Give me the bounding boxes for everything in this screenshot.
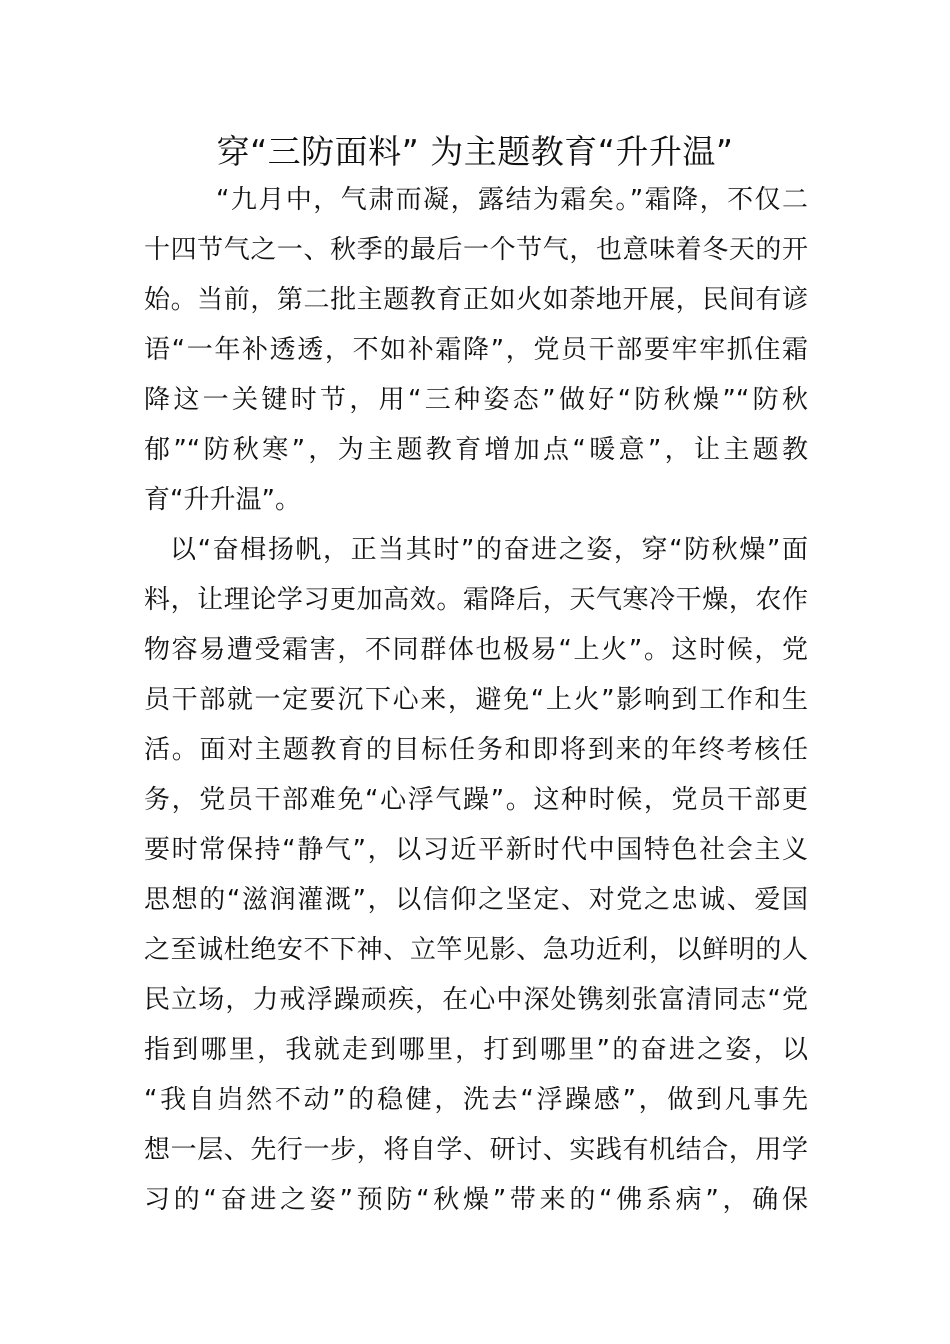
paragraph-1-line-3: 始。当前，第二批主题教育正如火如荼地开展，民间有谚 bbox=[144, 285, 808, 315]
paragraph-2-line-7: 要时常保持“静气”，以习近平新时代中国特色社会主义 bbox=[144, 835, 808, 865]
paragraph-2-line-9: 之至诚杜绝安不下神、立竿见影、急功近利，以鲜明的人 bbox=[144, 935, 808, 965]
paragraph-2-line-12: “我自岿然不动”的稳健，洗去“浮躁感”，做到凡事先 bbox=[144, 1085, 808, 1115]
paragraph-1-line-2: 十四节气之一、秋季的最后一个节气，也意味着冬天的开 bbox=[144, 235, 808, 265]
paragraph-1-line-6: 郁”“防秋寒”，为主题教育增加点“暖意”，让主题教 bbox=[144, 435, 808, 465]
paragraph-2-line-14: 习的“奋进之姿”预防“秋燥”带来的“佛系病”，确保 bbox=[144, 1185, 808, 1215]
paragraph-1-line-4: 语“一年补透透，不如补霜降”，党员干部要牢牢抓住霜 bbox=[144, 335, 808, 365]
paragraph-2-line-4: 员干部就一定要沉下心来，避免“上火”影响到工作和生 bbox=[144, 685, 808, 715]
paragraph-2-line-1: 以“奋楫扬帆，正当其时”的奋进之姿，穿“防秋燥”面 bbox=[170, 535, 808, 565]
paragraph-2-line-3: 物容易遭受霜害，不同群体也极易“上火”。这时候，党 bbox=[144, 635, 808, 665]
paragraph-2-line-6: 务，党员干部难免“心浮气躁”。这种时候，党员干部更 bbox=[144, 785, 808, 815]
paragraph-2-line-11: 指到哪里，我就走到哪里，打到哪里”的奋进之姿，以 bbox=[144, 1035, 808, 1065]
paragraph-2-line-13: 想一层、先行一步，将自学、研讨、实践有机结合，用学 bbox=[144, 1135, 808, 1165]
paragraph-1-line-5: 降这一关键时节，用“三种姿态”做好“防秋燥”“防秋 bbox=[144, 385, 808, 415]
paragraph-1-line-7: 育“升升温”。 bbox=[144, 485, 301, 515]
paragraph-2-line-2: 料，让理论学习更加高效。霜降后，天气寒冷干燥，农作 bbox=[144, 585, 808, 615]
paragraph-2-line-8: 思想的“滋润灌溉”，以信仰之坚定、对党之忠诚、爱国 bbox=[144, 885, 808, 915]
paragraph-2-line-10: 民立场，力戒浮躁顽疾，在心中深处镌刻张富清同志“党 bbox=[144, 985, 808, 1015]
paragraph-1-line-1: “九月中，气肃而凝，露结为霜矣。”霜降，不仅二 bbox=[216, 185, 808, 215]
paragraph-2-line-5: 活。面对主题教育的目标任务和即将到来的年终考核任 bbox=[144, 735, 808, 765]
document-title: 穿“三防面料” 为主题教育“升升温” bbox=[216, 132, 734, 171]
